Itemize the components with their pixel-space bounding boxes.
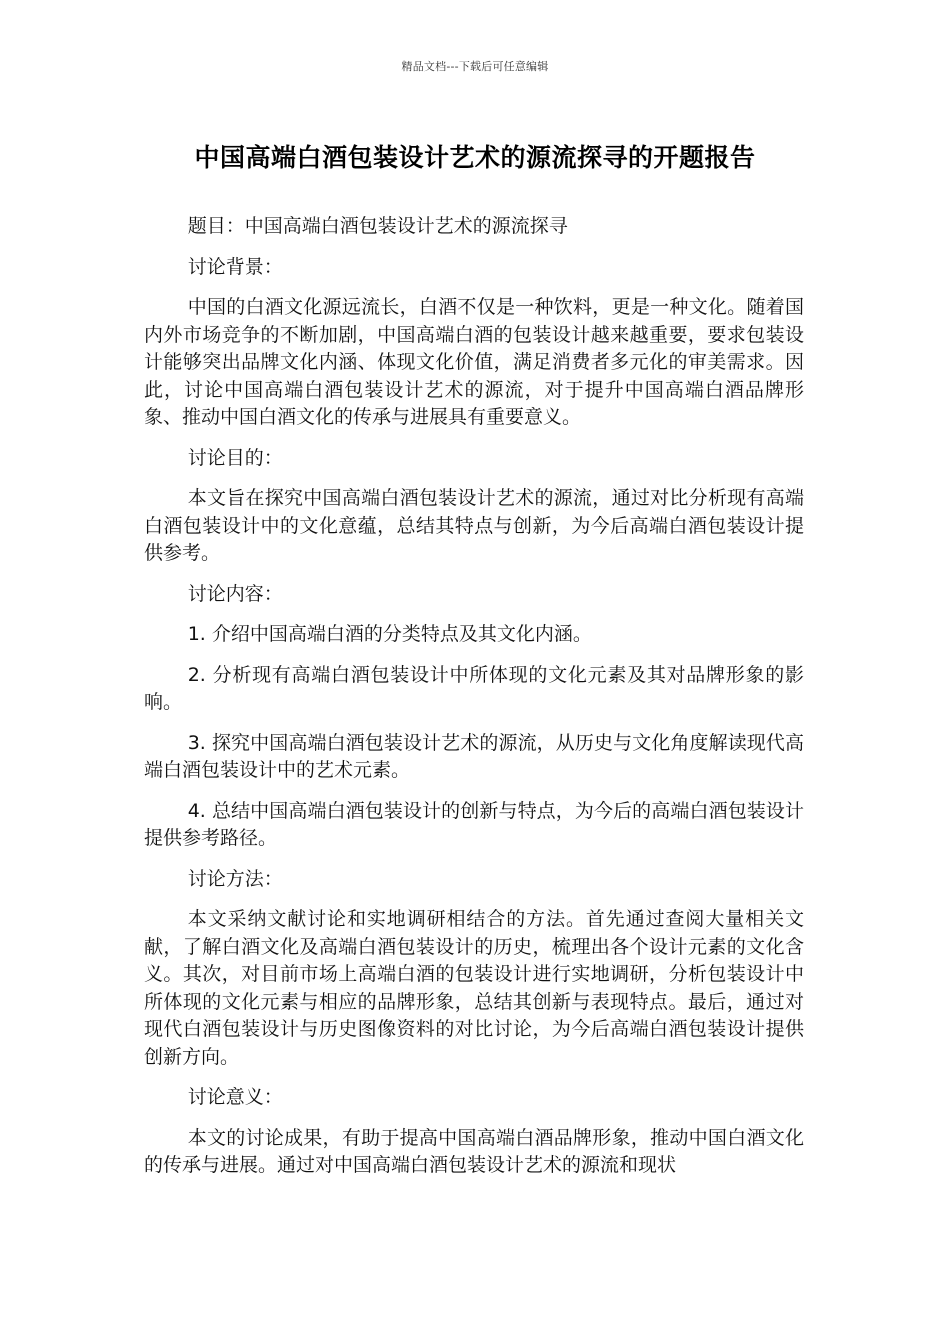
topic-line: 题目：中国高端白酒包装设计艺术的源流探寻 — [187, 215, 568, 237]
content-item-3: 3. 探究中国高端白酒包装设计艺术的源流，从历史与文化角度解读现代高端白酒包装设计中的艺术元素。 — [144, 731, 804, 781]
paragraph-method: 本文采纳文献讨论和实地调研相结合的方法。首先通过查阅大量相关文献，了解白酒文化及高端白酒包装设计的历史，梳理出各个设计元素的文化含义。其次，对目前市场上高端白酒的包装设计进行实地调研，分析包装设计中所体现的文化元素与相应的品牌形象，总结其创新与表现特点。最后，通过对现代白酒包装设计与历史图像资料的对比讨论，为今后高端白酒包装设计提供创新方向。 — [144, 908, 804, 1068]
section-heading-purpose: 讨论目的： — [187, 446, 283, 469]
content-item-2: 2. 分析现有高端白酒包装设计中所体现的文化元素及其对品牌形象的影响。 — [144, 663, 804, 713]
section-heading-method: 讨论方法： — [187, 867, 283, 890]
paragraph-significance: 本文的讨论成果，有助于提高中国高端白酒品牌形象，推动中国白酒文化的传承与进展。通过对中国高端白酒包装设计艺术的源流和现状 — [144, 1126, 804, 1176]
section-heading-significance: 讨论意义： — [187, 1086, 283, 1108]
section-heading-background: 讨论背景： — [187, 255, 283, 278]
paragraph-purpose: 本文旨在探究中国高端白酒包装设计艺术的源流，通过对比分析现有高端白酒包装设计中的文化意蕴，总结其特点与创新，为今后高端白酒包装设计提供参考。 — [144, 487, 804, 564]
header-note: 精品文档---下载后可任意编辑 — [401, 60, 549, 73]
section-heading-content: 讨论内容： — [187, 582, 283, 605]
content-item-4: 4. 总结中国高端白酒包装设计的创新与特点，为今后的高端白酒包装设计提供参考路径。 — [144, 799, 804, 849]
paragraph-background: 中国的白酒文化源远流长，白酒不仅是一种饮料，更是一种文化。随着国内外市场竞争的不断加剧，中国高端白酒的包装设计越来越重要，要求包装设计能够突出品牌文化内涵、体现文化价值，满足消费者多元化的审美需求。因此，讨论中国高端白酒包装设计艺术的源流，对于提升中国高端白酒品牌形象、推动中国白酒文化的传承与进展具有重要意义。 — [144, 296, 804, 428]
document-title: 中国高端白酒包装设计艺术的源流探寻的开题报告 — [194, 143, 756, 172]
document-body — [144, 213, 804, 1193]
content-item-1: 1. 介绍中国高端白酒的分类特点及其文化内涵。 — [187, 623, 592, 645]
